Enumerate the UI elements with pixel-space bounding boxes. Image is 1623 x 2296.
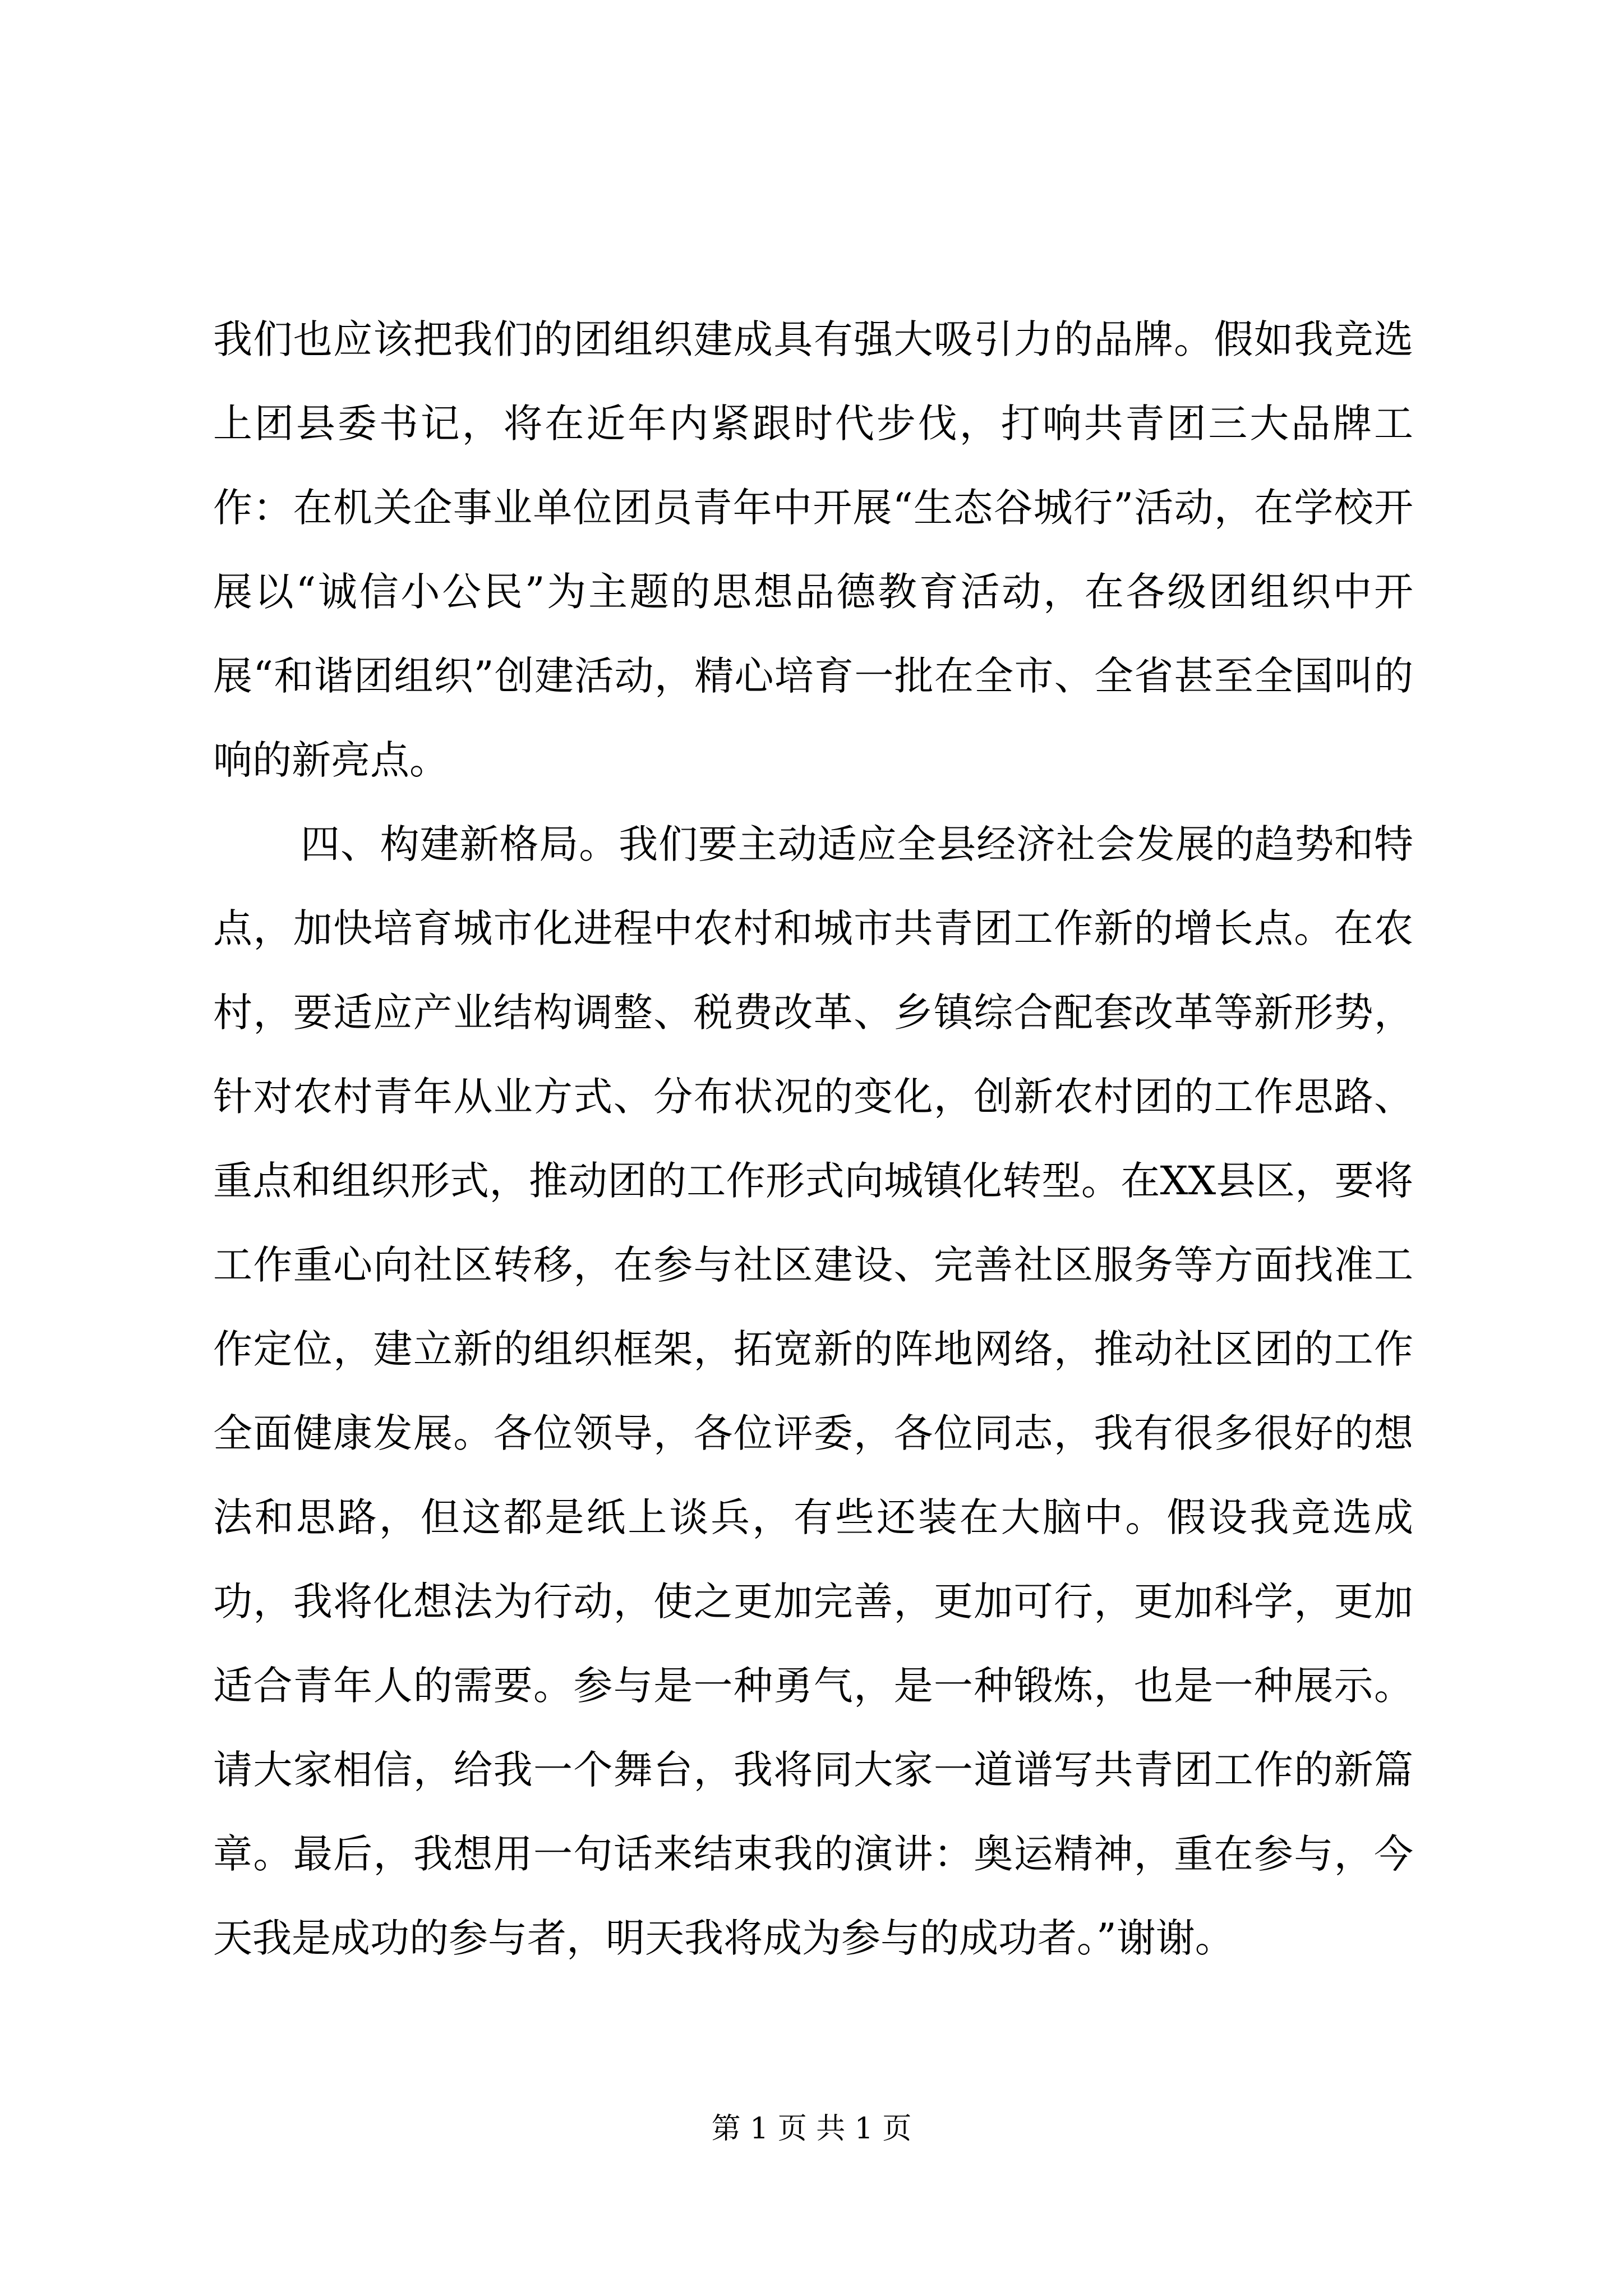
document-body [213, 297, 1413, 1980]
paragraph-2: 四、构建新格局。我们要主动适应全县经济社会发展的趋势和特点，加快培育城市化进程中农村和城市共青团工作新的增长点。在农村，要适应产业结构调整、税费改革、乡镇综合配套改革等新形势，针对农村青年从业方式、分布状况的变化，创新农村团的工作思路、重点和组织形式，推动团的工作形式向城镇化转型。在XX县区，要将工作重心向社区转移，在参与社区建设、完善社区服务等方面找准工作定位，建立新的组织框架，拓宽新的阵地网络，推动社区团的工作全面健康发展。各位领导，各位评委，各位同志，我有很多很好的想法和思路，但这都是纸上谈兵，有些还装在大脑中。假设我竞选成功，我将化想法为行动，使之更加完善，更加可行，更加科学，更加适合青年人的需要。参与是一种勇气，是一种锻炼，也是一种展示。请大家相信，给我一个舞台，我将同大家一道谱写共青团工作的新篇章。最后，我想用一句话来结束我的演讲：奥运精神，重在参与，今天我是成功的参与者，明天我将成为参与的成功者。”谢谢。 [213, 821, 1413, 1961]
paragraph-1: 我们也应该把我们的团组织建成具有强大吸引力的品牌。假如我竞选上团县委书记，将在近年内紧跟时代步伐，打响共青团三大品牌工作：在机关企事业单位团员青年中开展“生态谷城行”活动，在学校开展以“诚信小公民”为主题的思想品德教育活动，在各级团组织中开展“和谐团组织”创建活动，精心培育一批在全市、全省甚至全国叫的响的新亮点。 [213, 316, 1413, 783]
page-footer: 第 1 页 共 1 页 [711, 2112, 912, 2146]
